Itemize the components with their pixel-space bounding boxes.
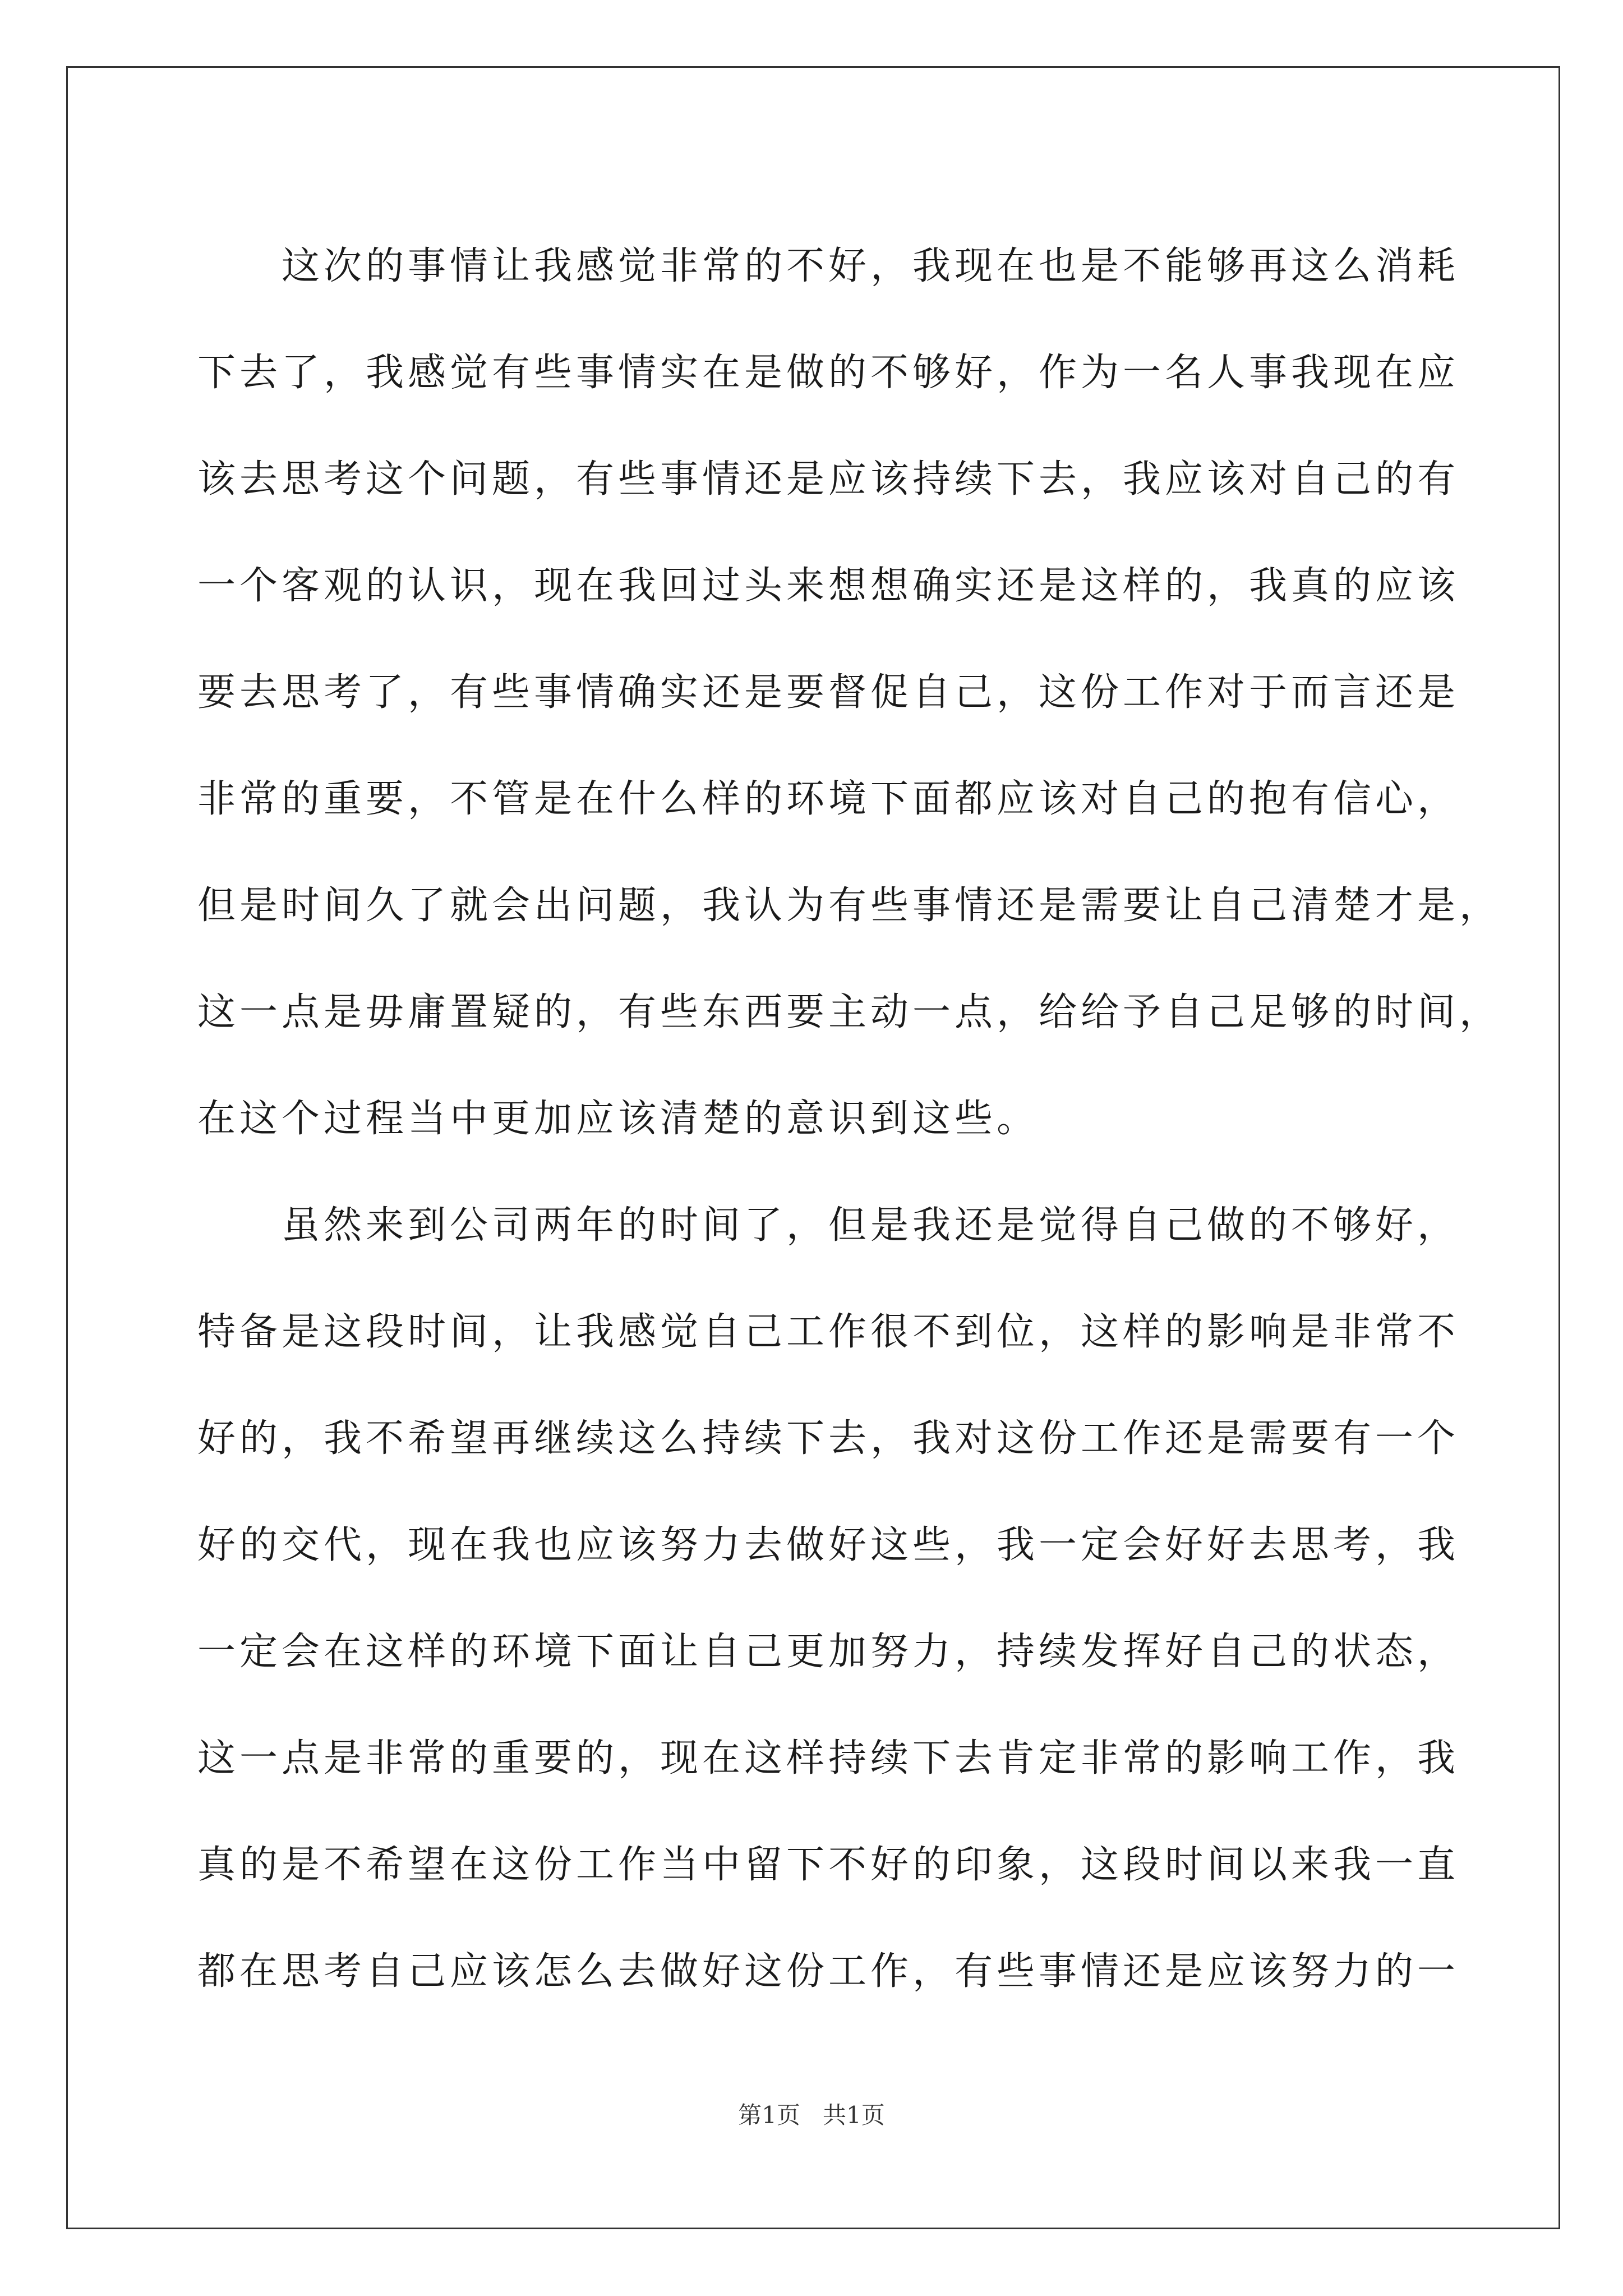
paragraph-1-line-9: 在这个过程当中更加应该清楚的意识到这些。 [197,1097,1039,1141]
paragraph-2-line-2: 特备是这段时间，让我感觉自己工作很不到位，这样的影响是非常不 [197,1310,1460,1354]
paragraph-2-line-6: 这一点是非常的重要的，现在这样持续下去肯定非常的影响工作，我 [197,1736,1460,1780]
paragraph-1-line-5: 要去思考了，有些事情确实还是要督促自己，这份工作对于而言还是 [197,670,1460,715]
paragraph-1-line-6: 非常的重要，不管是在什么样的环境下面都应该对自己的抱有信心， [197,777,1460,821]
paragraph-1-line-4: 一个客观的认识，现在我回过头来想想确实还是这样的，我真的应该 [197,564,1460,608]
paragraph-2-line-5: 一定会在这样的环境下面让自己更加努力，持续发挥好自己的状态， [197,1630,1460,1674]
paragraph-1-line-7: 但是时间久了就会出问题，我认为有些事情还是需要让自己清楚才是， [197,884,1502,928]
paragraph-1-line-3: 该去思考这个问题，有些事情还是应该持续下去，我应该对自己的有 [197,457,1460,501]
paragraph-1-line-2: 下去了，我感觉有些事情实在是做的不够好，作为一名人事我现在应 [197,351,1460,395]
paragraph-2-line-7: 真的是不希望在这份工作当中留下不好的印象，这段时间以来我一直 [197,1843,1460,1887]
paragraph-2-line-1: 虽然来到公司两年的时间了，但是我还是觉得自己做的不够好， [282,1203,1460,1248]
paragraph-1-line-1: 这次的事情让我感觉非常的不好，我现在也是不能够再这么消耗 [282,244,1460,288]
paragraph-2-line-8: 都在思考自己应该怎么去做好这份工作，有些事情还是应该努力的一 [197,1949,1460,1994]
paragraph-1-line-8: 这一点是毋庸置疑的，有些东西要主动一点，给给予自己足够的时间， [197,990,1502,1034]
page-number-footer: 第1页 共1页 [738,2101,885,2129]
paragraph-2-line-4: 好的交代，现在我也应该努力去做好这些，我一定会好好去思考，我 [197,1523,1460,1567]
document-body [197,213,1502,2025]
paragraph-2-line-3: 好的，我不希望再继续这么持续下去，我对这份工作还是需要有一个 [197,1416,1460,1461]
